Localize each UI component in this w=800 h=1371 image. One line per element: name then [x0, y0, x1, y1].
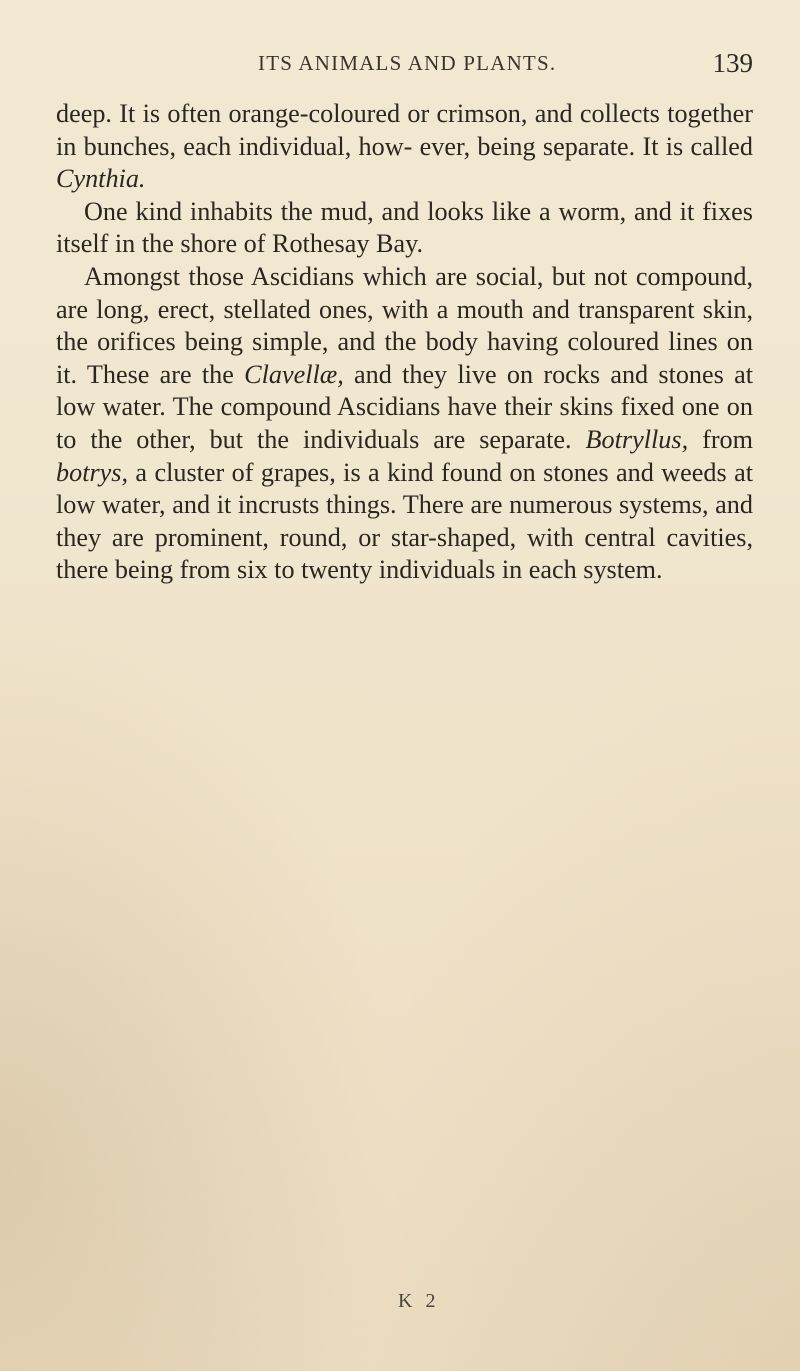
page-number: 139 [712, 48, 753, 78]
running-title: ITS ANIMALS AND PLANTS. [258, 51, 557, 75]
paragraph-2-text-1: One kind inhabits the mud, and looks like a worm, and it fixes itself in the shore of Rothesay Bay. [56, 196, 753, 259]
paragraph-3-text-2: and they live on rocks and stones at low water. The compound Ascidians have their skins fixed one on to the other, but the individuals are separate. [56, 359, 753, 454]
paragraph-3-text-4: a cluster of grapes, is a kind found on stones and weeds at low water, and it incrusts things. There are numerous systems, and they are prominent, round, or star-shaped, with central cavities, there being from six to twenty individuals in each system. [56, 457, 753, 585]
paragraph-3-italic-clavellae: Clavellæ, [244, 359, 344, 389]
body-text [56, 98, 753, 587]
paragraph-3-text-3: from [688, 424, 753, 454]
paragraph-3-text-1: Amongst those Ascidians which are social, but not compound, are long, erect, stellated ones, with a mouth and transparent skin, the orifices being simple, and the body having coloured lines on it. These are the [56, 261, 753, 389]
paragraph-2 [56, 196, 753, 261]
paragraph-3-italic-botryllus: Botryllus, [585, 424, 689, 454]
paragraph-1 [56, 98, 753, 196]
paragraph-1-italic-cynthia: Cynthia. [56, 164, 146, 194]
paragraph-3-italic-botrys: botrys, [56, 457, 129, 487]
paragraph-3 [56, 261, 753, 587]
signature-mark: K 2 [398, 1290, 440, 1312]
paragraph-1-text-1: deep. It is often orange-coloured or crimson, and collects together in bunches, each individual, how- ever, being separate. It is called [56, 99, 753, 161]
running-head [56, 48, 753, 82]
